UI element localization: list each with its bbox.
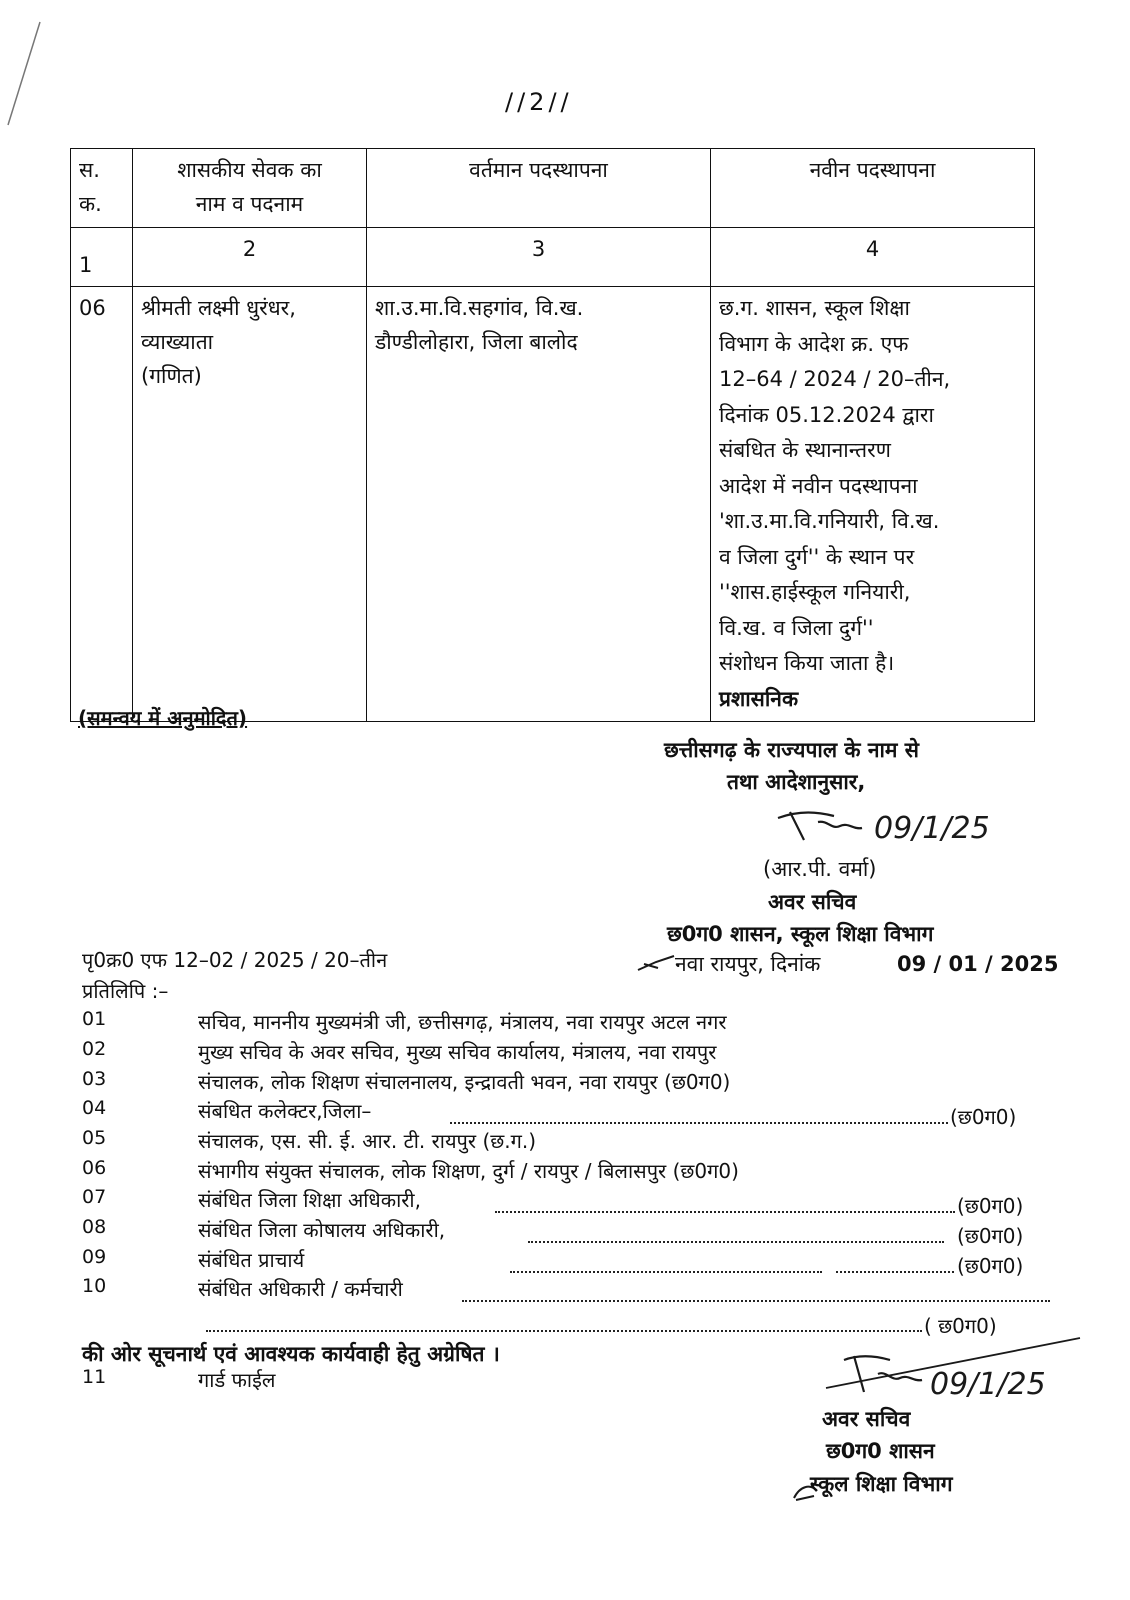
- column-number: 4: [711, 228, 1035, 287]
- approved-note: (समन्वय में अनुमोदित): [78, 706, 248, 730]
- signature-date: 09/1/25: [874, 811, 990, 846]
- dotted-fill: [462, 1300, 1050, 1302]
- signature-top: [770, 790, 990, 850]
- page-number: //2//: [505, 88, 573, 116]
- row-new-posting: छ.ग. शासन, स्कूल शिक्षा विभाग के आदेश क्र. एफ 12–64 / 2024 / 20–तीन, दिनांक 05.12.2024 द्वारा संबधित के स्थानान्तरण आदेश में नवीन पदस्थापना 'शा.उ.मा.वि.गनियारी, वि.ख. व जिला दुर्ग'' के स्थान पर ''शास.हाईस्कूल गनियारी, वि.ख. व जिला दुर्ग'' संशोधन किया जाता है। प्रशासनिक: [711, 287, 1035, 722]
- list-item-suffix: ( छ0ग0): [924, 1314, 997, 1338]
- list-item-text: संभागीय संयुक्त संचालक, लोक शिक्षण, दुर्ग / रायपुर / बिलासपुर (छ0ग0): [198, 1159, 739, 1183]
- list-item-suffix: (छ0ग0): [957, 1194, 1024, 1218]
- table-header-row: [71, 149, 1035, 228]
- dotted-fill: [528, 1241, 944, 1243]
- list-item-text: सचिव, माननीय मुख्यमंत्री जी, छत्तीसगढ़, मंत्रालय, नवा रायपुर अटल नगर: [198, 1010, 727, 1034]
- list-item-number: 05: [82, 1127, 107, 1149]
- list-item-suffix: (छ0ग0): [957, 1224, 1024, 1248]
- governor-order-line1: छत्तीसगढ़ के राज्यपाल के नाम से: [664, 738, 919, 762]
- list-item-number: 11: [82, 1366, 107, 1388]
- place-date-label: नवा रायपुर, दिनांक: [675, 952, 821, 976]
- header-name: शासकीय सेवक का नाम व पदनाम: [133, 149, 367, 228]
- table-row: [71, 287, 1035, 722]
- tick-mark: [636, 952, 676, 976]
- closing-government: छ0ग0 शासन: [826, 1439, 935, 1463]
- list-item-number: 07: [82, 1186, 107, 1208]
- closing-department: स्कूल शिक्षा विभाग: [810, 1472, 953, 1496]
- list-item-number: 01: [82, 1008, 107, 1030]
- row-serial: 06: [71, 287, 133, 722]
- row-remark: प्रशासनिक: [719, 686, 799, 711]
- list-item-number: 02: [82, 1038, 107, 1060]
- copy-label: प्रतिलिपि :–: [82, 979, 169, 1003]
- list-item-number: 04: [82, 1097, 107, 1119]
- list-item-text: मुख्य सचिव के अवर सचिव, मुख्य सचिव कार्यालय, मंत्रालय, नवा रायपुर: [198, 1040, 717, 1064]
- list-item-number: 03: [82, 1068, 107, 1090]
- column-number-row: [71, 228, 1035, 287]
- list-item-text: संबंधित जिला कोषालय अधिकारी,: [198, 1218, 446, 1242]
- list-item-number: 09: [82, 1246, 107, 1268]
- list-item-text: संबंधित अधिकारी / कर्मचारी: [198, 1277, 403, 1301]
- order-date: 09 / 01 / 2025: [897, 952, 1059, 976]
- list-item-number: 06: [82, 1157, 107, 1179]
- column-number: 3: [367, 228, 711, 287]
- list-item-suffix: (छ0ग0): [957, 1254, 1024, 1278]
- list-item-text: संबधित कलेक्टर,जिला–: [198, 1099, 372, 1123]
- endorsement-ref-no: पृ0क्र0 एफ 12–02 / 2025 / 20–तीन: [82, 948, 388, 972]
- list-item-text: संचालक, एस. सी. ई. आर. टी. रायपुर (छ.ग.): [198, 1129, 537, 1153]
- signature-date: 09/1/25: [930, 1367, 1046, 1402]
- list-item-suffix: (छ0ग0): [950, 1105, 1017, 1129]
- header-new-posting: नवीन पदस्थापना: [711, 149, 1035, 228]
- dotted-fill: [836, 1271, 954, 1273]
- list-item-number: 10: [82, 1275, 107, 1297]
- dotted-fill: [510, 1271, 822, 1273]
- row-current-posting: शा.उ.मा.वि.सहगांव, वि.ख. डौण्डीलोहारा, जिला बालोद: [367, 287, 711, 722]
- transfer-table: [70, 148, 1035, 722]
- column-number: 1: [71, 228, 133, 287]
- forward-note: की ओर सूचनार्थ एवं आवश्यक कार्यवाही हेतु अग्रेषित ।: [82, 1342, 500, 1366]
- closing-designation: अवर सचिव: [822, 1407, 911, 1431]
- governor-order-line2: तथा आदेशानुसार,: [727, 770, 866, 794]
- list-item-text: संबंधित जिला शिक्षा अधिकारी,: [198, 1188, 421, 1212]
- signatory-designation: अवर सचिव: [768, 890, 857, 914]
- list-item-text: संबंधित प्राचार्य: [198, 1248, 305, 1272]
- header-current-posting: वर्तमान पदस्थापना: [367, 149, 711, 228]
- list-item-text: गार्ड फाईल: [198, 1368, 276, 1392]
- list-item-text: संचालक, लोक शिक्षण संचालनालय, इन्द्रावती भवन, नवा रायपुर (छ0ग0): [198, 1070, 731, 1094]
- dotted-fill: [206, 1330, 922, 1332]
- signatory-department: छ0ग0 शासन, स्कूल शिक्षा विभाग: [667, 922, 934, 946]
- row-employee-name: श्रीमती लक्ष्मी धुरंधर, व्याख्याता (गणित): [133, 287, 367, 722]
- header-serial: स. क.: [71, 149, 133, 228]
- dotted-fill: [495, 1211, 955, 1213]
- margin-stroke: [0, 0, 60, 140]
- list-item-number: 08: [82, 1216, 107, 1238]
- signatory-name: (आर.पी. वर्मा): [763, 857, 877, 881]
- signature-bottom: [820, 1330, 1090, 1410]
- column-number: 2: [133, 228, 367, 287]
- dotted-fill: [450, 1122, 948, 1124]
